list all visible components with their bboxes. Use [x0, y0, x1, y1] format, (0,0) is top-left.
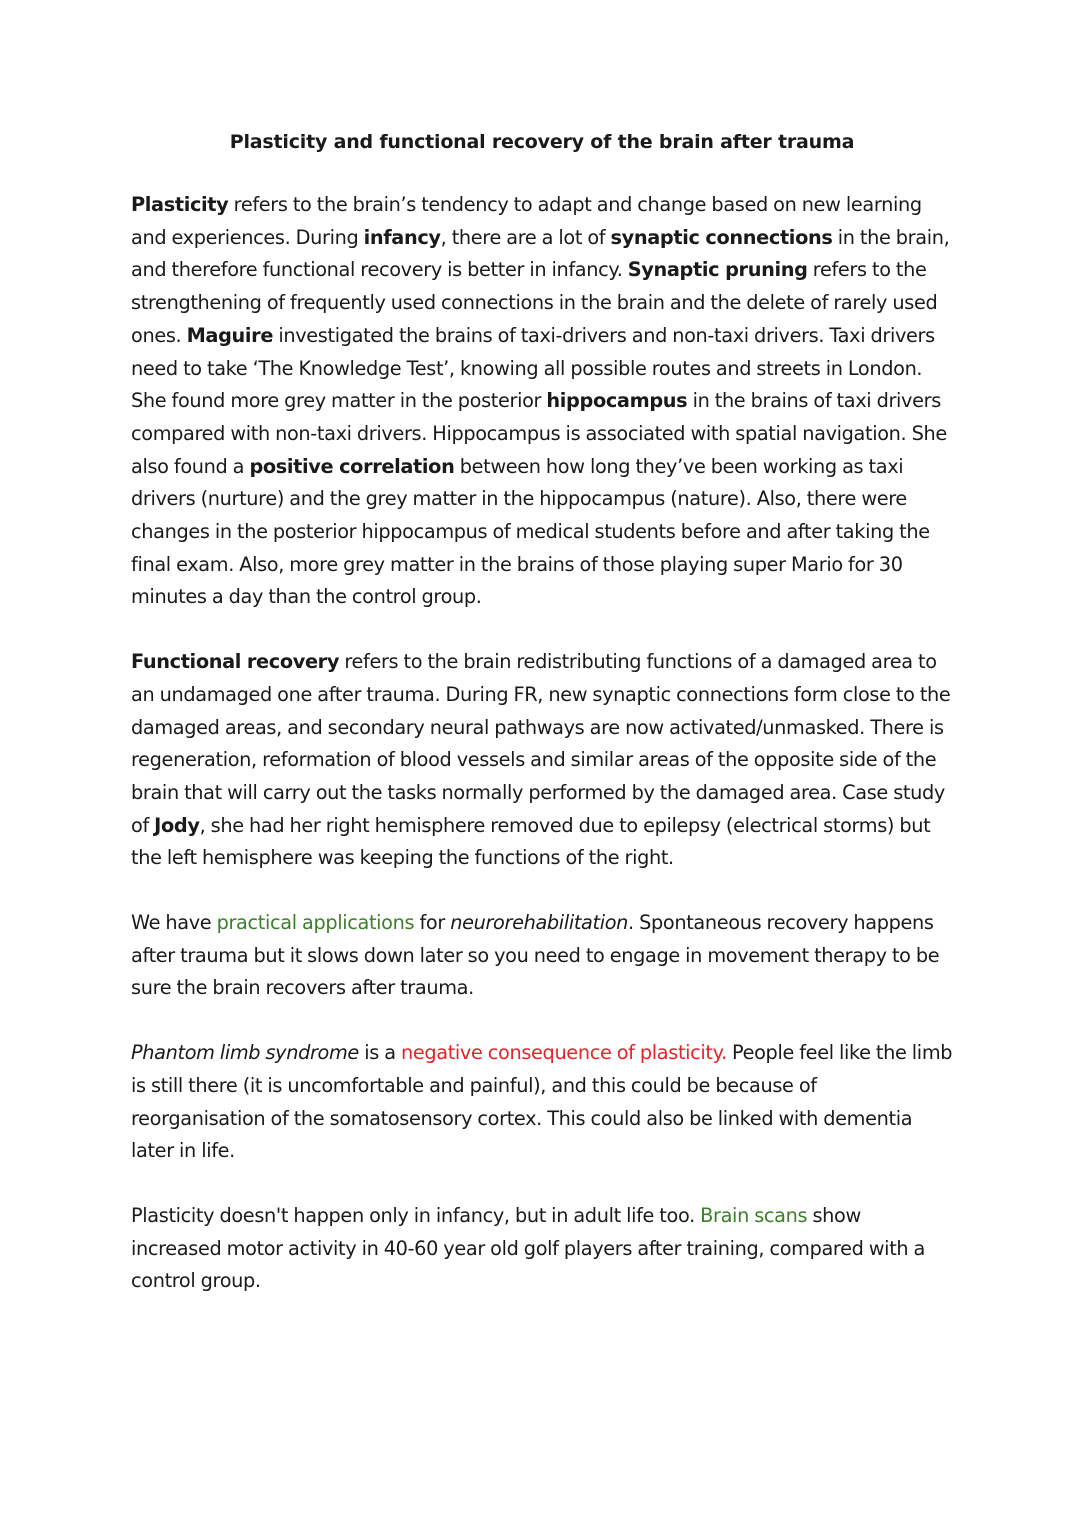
paragraph-adult-plasticity: Plasticity doesn't happen only in infancy, but in adult life too. Brain scans show increased motor activity in 40-60 year old golf players after training, compared with a control group. [131, 1203, 926, 1293]
term-plasticity: Plasticity [131, 193, 229, 216]
term-synaptic-connections: synaptic connections [610, 225, 833, 249]
highlight-brain-scans: Brain scans [700, 1203, 808, 1227]
term-synaptic-pruning: Synaptic pruning [627, 258, 808, 282]
term-jody: Jody [154, 813, 200, 837]
term-maguire: Maguire [186, 323, 274, 347]
paragraph-functional-recovery: Functional recovery refers to the brain redistributing functions of a damaged area to an undamaged one after trauma. During FR, new synaptic connections form close to the damaged areas, and secondary neural pathways are now activated/unmasked. There is regeneration, reformation of blood vessels and similar areas of the opposite side of the brain that will carry out the tasks normally performed by the damaged area. Case study of Jody, she had her right hemisphere removed due to epilepsy (electrical storms) but the left hemisphere was keeping the functions of the right. [131, 650, 951, 870]
term-phantom-limb-syndrome: Phantom limb syndrome [131, 1041, 359, 1065]
term-infancy: infancy [363, 225, 441, 249]
term-hippocampus: hippocampus [546, 389, 688, 413]
highlight-negative-consequence: negative consequence of plasticity. [400, 1041, 727, 1065]
document-title: Plasticity and functional recovery of the brain after trauma [229, 131, 855, 153]
term-positive-correlation: positive correlation [249, 454, 455, 478]
paragraph-practical-applications: We have practical applications for neurorehabilitation. Spontaneous recovery happens after trauma but it slows down later so you need to engage in movement therapy to be sure the brain recovers after trauma. [131, 911, 940, 1000]
term-neurorehabilitation: neurorehabilitation [450, 911, 629, 935]
highlight-practical-applications: practical applications [216, 911, 415, 935]
document-page [131, 131, 953, 1330]
term-functional-recovery: Functional recovery [131, 650, 340, 674]
paragraph-phantom-limb: Phantom limb syndrome is a negative consequence of plasticity. People feel like the limb is still there (it is uncomfortable and painful), and this could be because of reorganisation of the somatosensory cortex. This could also be linked with dementia later in life. [131, 1041, 953, 1163]
paragraph-plasticity: Plasticity refers to the brain’s tendency to adapt and change based on new learning and experiences. During infancy, there are a lot of synaptic connections in the brain, and therefore functional recovery is better in infancy. Synaptic pruning refers to the strengthening of frequently used connections in the brain and the delete of rarely used ones. Maguire investigated the brains of taxi-drivers and non-taxi drivers. Taxi drivers need to take ‘The Knowledge Test’, knowing all possible routes and streets in London. She found more grey matter in the posterior hippocampus in the brains of taxi drivers compared with non-taxi drivers. Hippocampus is associated with spatial navigation. She also found a positive correlation between how long they’ve been working as taxi drivers (nurture) and the grey matter in the hippocampus (nature). Also, there were changes in the posterior hippocampus of medical students before and after taking the final exam. Also, more grey matter in the brains of those playing super Mario for 30 minutes a day than the control group. [131, 193, 950, 609]
